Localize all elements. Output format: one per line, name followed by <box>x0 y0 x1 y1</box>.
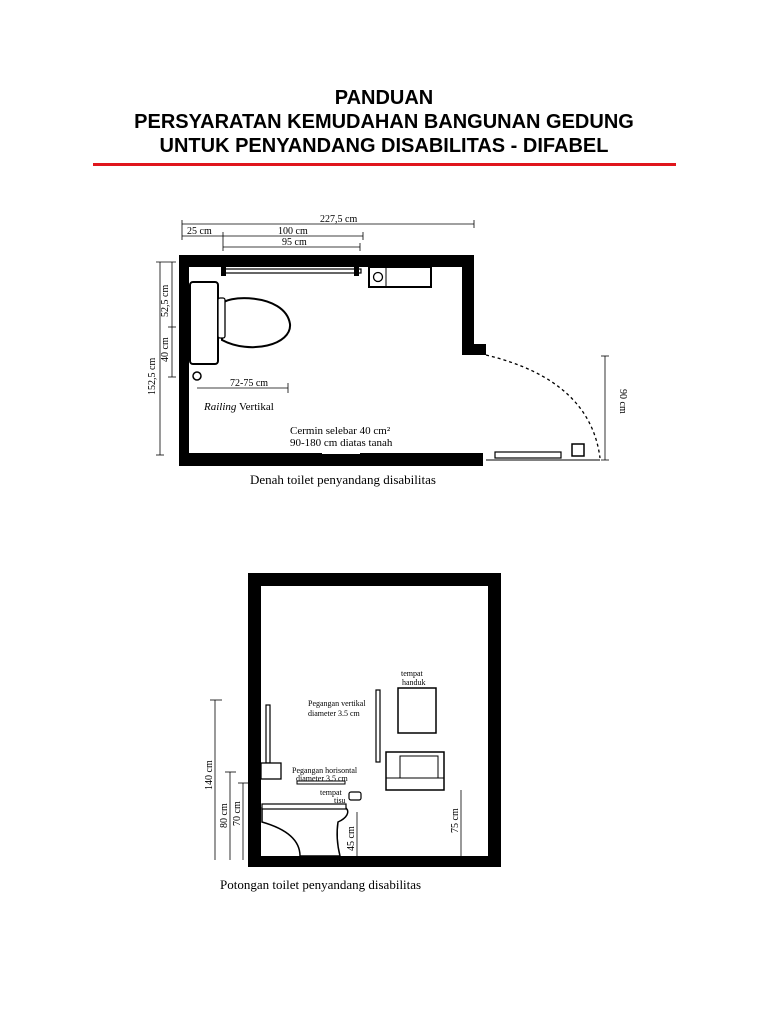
dim-45: 45 cm <box>346 826 357 851</box>
sink-basin <box>400 756 438 778</box>
vertical-railing <box>193 372 201 380</box>
toilet-vertical-bar <box>266 705 270 763</box>
section-caption: Potongan toilet penyandang disabilitas <box>220 877 422 892</box>
door-handle <box>572 444 584 456</box>
mirror-note-1: Cermin selebar 40 cm² <box>290 425 391 437</box>
horizontal-bar-label-2: diameter 3.5 cm <box>296 774 348 783</box>
horizontal-bar-label-1: Pegangan horisontal <box>292 766 358 775</box>
dim-40: 40 cm <box>160 337 171 362</box>
dim-95: 95 cm <box>282 237 307 248</box>
dim-75: 75 cm <box>450 808 461 833</box>
dim-152: 152,5 cm <box>147 357 158 395</box>
mirror-note-2: 90-180 cm diatas tanah <box>290 437 393 449</box>
railing-label: Railing Vertikal <box>204 401 274 413</box>
door-panel <box>495 452 561 458</box>
header-subtitle-1: PERSYARATAN KEMUDAHAN BANGUNAN GEDUNG <box>134 111 634 133</box>
plan-door-stop <box>474 344 486 355</box>
door-swing-arc <box>486 355 600 458</box>
header-title: PANDUAN <box>334 87 434 109</box>
toilet-seat-hinge <box>218 298 225 338</box>
plan-drawing <box>147 214 628 487</box>
section-toilet-tank <box>261 763 281 779</box>
plan-caption: Denah toilet penyandang disabilitas <box>250 472 436 487</box>
dim-52: 52,5 cm <box>160 284 171 317</box>
rail-bracket-right <box>354 266 359 276</box>
vertical-bar-label-2: diameter 3.5 cm <box>308 709 360 718</box>
tissue-label-1: tempat <box>320 788 342 797</box>
dim-25: 25 cm <box>187 226 212 237</box>
tissue-holder <box>349 792 361 800</box>
sink-drain <box>374 273 383 282</box>
rail-bracket-left <box>221 266 226 276</box>
dim-70: 70 cm <box>232 801 243 826</box>
middle-vertical-bar <box>376 690 380 762</box>
towel-label-1: tempat <box>401 669 423 678</box>
dim-100: 100 cm <box>278 226 308 237</box>
header-subtitle-2: UNTUK PENYANDANG DISABILITAS - DIFABEL <box>159 135 609 157</box>
dim-total-width: 227,5 cm <box>320 214 358 225</box>
dim-140: 140 cm <box>204 760 215 790</box>
wall-grab-rail <box>223 269 361 273</box>
toilet-tank <box>190 282 218 364</box>
towel-holder <box>398 688 436 733</box>
tissue-label-2: tisu <box>334 796 346 805</box>
section-drawing <box>204 573 501 892</box>
toilet-bowl <box>222 298 290 347</box>
dim-80: 80 cm <box>219 803 230 828</box>
section-toilet-body <box>262 808 348 856</box>
dim-7275: 72-75 cm <box>230 378 269 389</box>
vertical-bar-label-1: Pegangan vertikal <box>308 699 366 708</box>
dim-90: 90 cm <box>617 389 628 414</box>
towel-label-2: handuk <box>402 678 426 687</box>
